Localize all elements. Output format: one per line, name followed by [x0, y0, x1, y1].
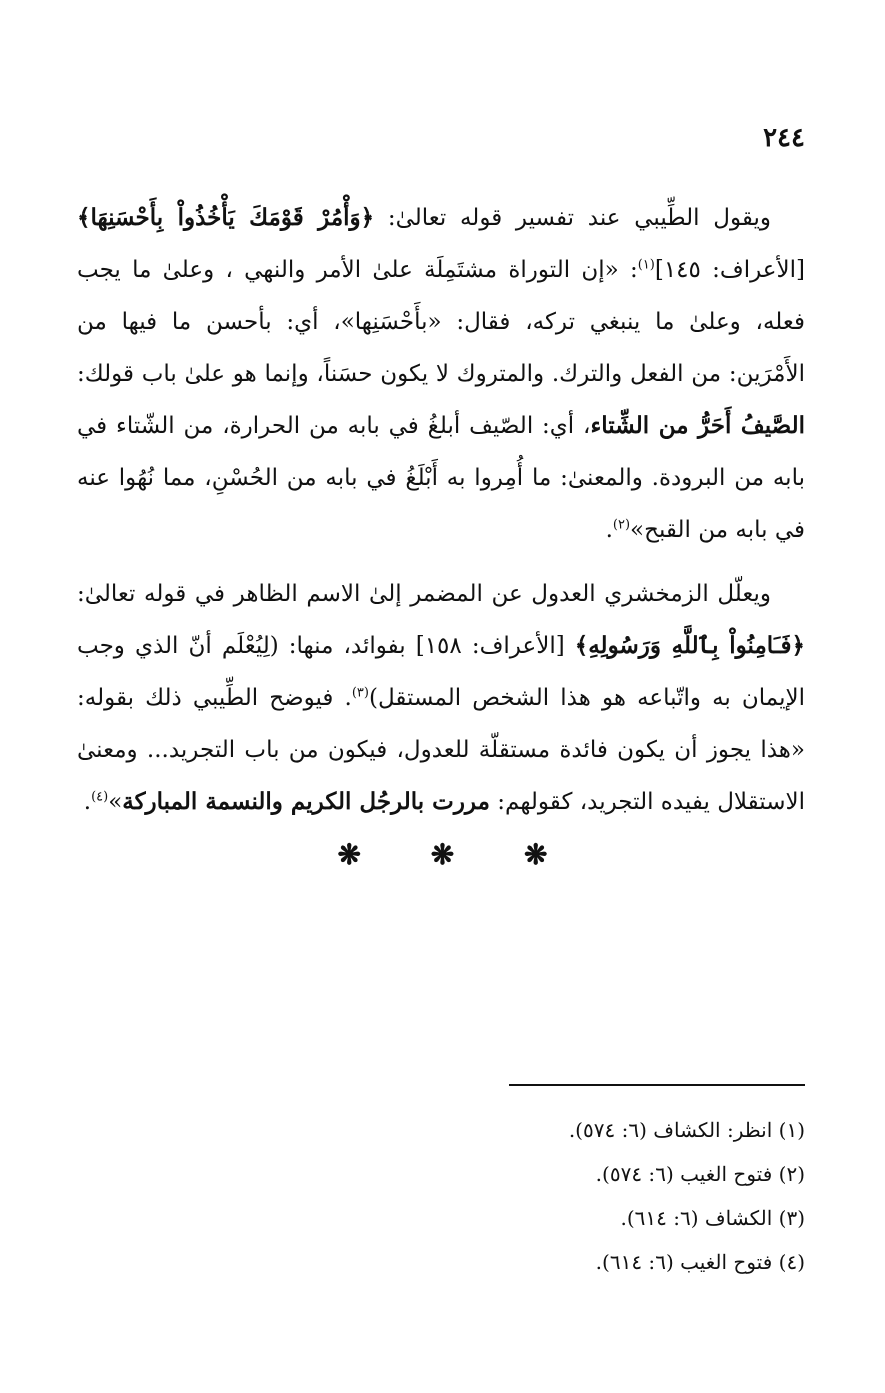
footnote-divider	[509, 1084, 805, 1086]
bold-phrase-1: الصَّيفُ أَحَرُّ من الشِّتاء	[590, 412, 805, 439]
quran-verse-1: ﴿وَأْمُرْ قَوْمَكَ يَأْخُذُواْ بِأَحْسَنِهَا﴾	[77, 204, 375, 231]
footnote-marker-4: (٤)	[91, 789, 109, 805]
footnote-marker-2: (٢)	[612, 517, 631, 533]
paragraph-2	[77, 568, 805, 828]
separator-star-icon: ❋	[523, 838, 548, 871]
footnote-marker-1: (١)	[637, 257, 655, 273]
verse-reference-2: [الأعراف: ١٥٨] بفوائد، منها: (لِيُعْلَم أنّ الذي وجب الإيمان به واتّباعه هو هذا الشخص المستقل)	[77, 633, 805, 711]
footnote-item: (٤) فتوح الغيب (٦: ٦١٤).	[595, 1250, 805, 1274]
section-separator	[0, 838, 885, 888]
verse-reference-1: [الأعراف: ١٤٥]	[654, 257, 806, 283]
paragraph-1-quote-b: ، أي: الصّيف أبلغُ في بابه من الحرارة، من الشّتاء في بابه من البرودة. والمعنىٰ: ما أُمِروا به أَبْلَغُ في بابه من الحُسْنِ، مما نُهُوا عنه في بابه من القبح»	[77, 413, 805, 543]
footnote-item: (٣) الكشاف (٦: ٦١٤).	[620, 1206, 805, 1230]
footnote-item: (١) انظر: الكشاف (٦: ٥٧٤).	[568, 1118, 805, 1142]
paragraph-1-lead: ويقول الطِّيبي عند تفسير قوله تعالىٰ:	[374, 205, 771, 231]
separator-star-icon: ❋	[337, 838, 362, 871]
bold-phrase-2: مررت بالرجُل الكريم والنسمة المباركة	[122, 788, 490, 815]
paragraph-1-end: .	[605, 517, 613, 543]
paragraph-1-quote-a: : «إن التوراة مشتَمِلَة علىٰ الأمر والنهي ، وعلىٰ ما يجب فعله، وعلىٰ ما ينبغي تركه، فقال: «بأَحْسَنِها»، أي: بأحسن ما فيها من الأَمْرَين: من الفعل والترك. والمتروك لا يكون حسَناً، وإنما هو علىٰ باب قولك:	[77, 257, 805, 387]
footnotes	[77, 1108, 805, 1284]
paragraph-2-close: »	[108, 789, 123, 815]
paragraph-2-mid: . فيوضح الطِّيبي ذلك بقوله: «هذا يجوز أن يكون فائدة مستقلّة للعدول، فيكون من باب التجريد... ومعنىٰ الاستقلال يفيده التجريد، كقولهم:	[77, 685, 805, 815]
quran-verse-2: ﴿فَـَامِنُواْ بِٱللَّهِ وَرَسُولِهِ﴾	[574, 632, 806, 659]
paragraph-1	[77, 192, 805, 556]
page-number: ٢٤٤	[763, 123, 805, 153]
separator-star-icon: ❋	[430, 838, 455, 871]
paragraph-2-end: .	[83, 789, 92, 815]
paragraph-2-lead: ويعلّل الزمخشري العدول عن المضمر إلىٰ الاسم الظاهر في قوله تعالىٰ:	[77, 581, 771, 607]
footnote-item: (٢) فتوح الغيب (٦: ٥٧٤).	[595, 1162, 805, 1186]
body-text	[77, 192, 805, 840]
footnote-marker-3: (٣)	[351, 685, 369, 701]
